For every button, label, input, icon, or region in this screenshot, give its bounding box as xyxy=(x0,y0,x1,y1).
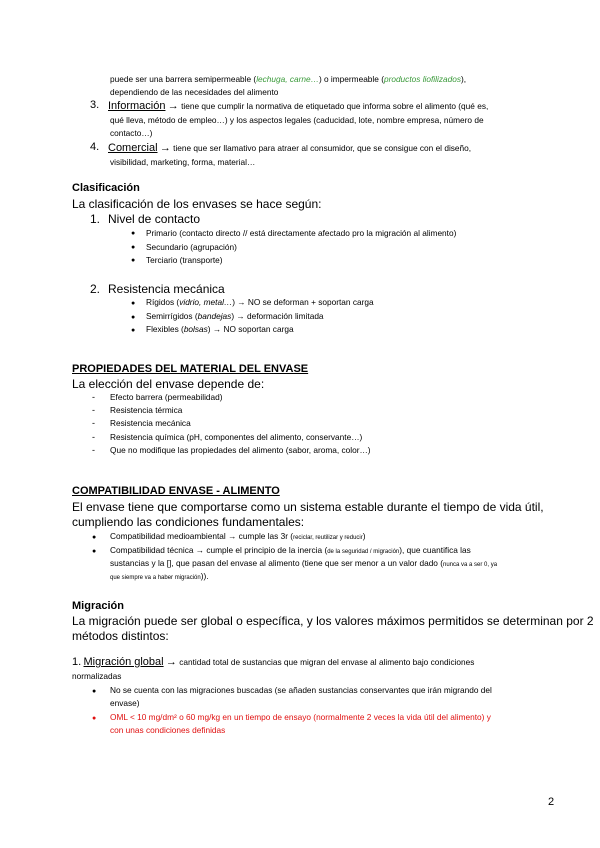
migracion-bullet-2-line-2: con unas condiciones definidas xyxy=(110,725,226,735)
bullet-icon: ● xyxy=(92,534,97,541)
compatibilidad-heading: COMPATIBILIDAD ENVASE - ALIMENTO xyxy=(72,485,280,497)
contact-item-terciario: Terciario (transporte) xyxy=(146,255,223,265)
item-4-line-1: Comercial → tiene que ser llamativo para atraer al consumidor, que se consigue con el diseño, xyxy=(108,142,472,154)
bullet-icon: ● xyxy=(131,300,136,307)
migracion-intro-1: La migración puede ser global o específica, y los valores máximos permitidos se determinan por 2 xyxy=(72,614,594,628)
compatibilidad-intro-1: El envase tiene que comportarse como un sistema estable durante el tiempo de vida útil, xyxy=(72,500,544,514)
migracion-intro-2: métodos distintos: xyxy=(72,629,169,643)
bullet-icon: ● xyxy=(131,327,136,334)
propiedades-intro: La elección del envase depende de: xyxy=(72,377,265,391)
migracion-heading: Migración xyxy=(72,600,124,612)
contact-item-secundario: Secundario (agrupación) xyxy=(146,242,237,252)
item-3-line-2: qué lleva, método de empleo…) y los aspectos legales (caducidad, lote, nombre empresa, número de xyxy=(110,115,484,125)
property-item: Que no modifique las propiedades del alimento (sabor, aroma, color…) xyxy=(110,445,371,455)
propiedades-heading: PROPIEDADES DEL MATERIAL DEL ENVASE xyxy=(72,363,309,375)
dash-icon: - xyxy=(92,445,95,455)
contact-item-primario: Primario (contacto directo // está directamente afectado pro la migración al alimento) xyxy=(146,228,457,238)
bullet-icon: ● xyxy=(92,548,97,555)
property-item: Resistencia química (pH, componentes del alimento, conservante…) xyxy=(110,432,363,442)
migracion-bullet-1-line-1: No se cuenta con las migraciones buscadas (se añaden sustancias conservantes que irán migrando del xyxy=(110,685,492,695)
clasificacion-group1-number: 1. xyxy=(90,212,101,226)
bullet-icon: ● xyxy=(131,230,136,237)
resistance-item-flexibles: Flexibles (bolsas) → NO soportan carga xyxy=(146,324,294,334)
dash-icon: - xyxy=(92,432,95,442)
bullet-icon: ● xyxy=(131,257,136,264)
bullet-icon: ● xyxy=(131,244,136,251)
clasificacion-intro: La clasificación de los envases se hace según: xyxy=(72,197,322,211)
migracion-global-line-2: normalizadas xyxy=(72,671,122,681)
clasificacion-group2-number: 2. xyxy=(90,282,101,296)
item-4-line-2: visibilidad, marketing, forma, material… xyxy=(110,157,256,167)
migracion-global-line-1: 1. Migración global → cantidad total de sustancias que migran del envase al alimento bajo condiciones xyxy=(72,656,475,668)
dash-icon: - xyxy=(92,405,95,415)
compat-item-tecnica-line-2: sustancias y la [], que pasan del envase al alimento (tiene que ser menor a un valor dado (nunca va a ser 0, ya xyxy=(110,558,498,568)
continuation-line-1: puede ser una barrera semipermeable (lechuga, carne…) o impermeable (productos liofilizados), xyxy=(110,74,467,84)
dash-icon: - xyxy=(92,392,95,402)
continuation-line-2: dependiendo de las necesidades del alimento xyxy=(110,87,279,97)
bullet-icon: ● xyxy=(92,715,97,722)
compat-item-tecnica-line-1: Compatibilidad técnica → cumple el principio de la inercia (de la seguridad / migración), que cuantifica las xyxy=(110,545,471,555)
item-3-line-1: Información → tiene que cumplir la normativa de etiquetado que informa sobre el alimento (qué es, xyxy=(108,100,489,112)
migracion-bullet-2-line-1: OML < 10 mg/dm² o 60 mg/kg en un tiempo de ensayo (normalmente 2 veces la vida útil del alimento) y xyxy=(110,712,491,722)
resistance-item-rigidos: Rígidos (vidrio, metal…) → NO se deforman + soportan carga xyxy=(146,297,374,307)
clasificacion-heading: Clasificación xyxy=(72,182,140,194)
property-item: Resistencia térmica xyxy=(110,405,183,415)
clasificacion-group1-title: Nivel de contacto xyxy=(108,212,201,226)
migracion-bullet-1-line-2: envase) xyxy=(110,698,140,708)
clasificacion-group2-title: Resistencia mecánica xyxy=(108,282,225,296)
compat-item-medioambiental: Compatibilidad medioambiental → cumple las 3r (reciclar, reutilizar y reducir) xyxy=(110,531,366,541)
compatibilidad-intro-2: cumpliendo las condiciones fundamentales: xyxy=(72,515,305,529)
item-3-line-3: contacto…) xyxy=(110,128,153,138)
bullet-icon: ● xyxy=(92,688,97,695)
bullet-icon: ● xyxy=(131,314,136,321)
compat-item-tecnica-line-3: que siempre va a haber migración)). xyxy=(110,571,209,581)
dash-icon: - xyxy=(92,418,95,428)
item-4-number: 4. xyxy=(90,141,100,153)
resistance-item-semirrigidos: Semirrígidos (bandejas) → deformación limitada xyxy=(146,311,324,321)
page-number: 2 xyxy=(548,796,555,808)
item-3-number: 3. xyxy=(90,99,100,111)
property-item: Efecto barrera (permeabilidad) xyxy=(110,392,223,402)
property-item: Resistencia mecánica xyxy=(110,418,191,428)
